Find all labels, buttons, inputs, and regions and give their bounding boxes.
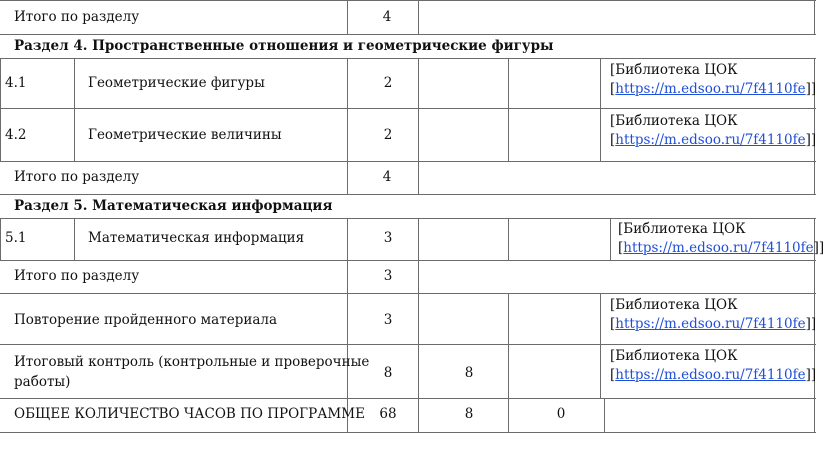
library-label: [Библиотека ЦОК bbox=[610, 297, 738, 313]
hours-cell: 3 bbox=[383, 312, 393, 328]
library-link[interactable]: https://m.edsoo.ru/7f4110fe bbox=[615, 367, 806, 383]
bracket-close: ]] bbox=[805, 132, 817, 148]
library-link[interactable]: https://m.edsoo.ru/7f4110fe bbox=[623, 240, 814, 256]
bracket-open: [ bbox=[610, 316, 616, 332]
row-name: Математическая информация bbox=[88, 230, 305, 246]
hours-cell: 8 bbox=[383, 365, 393, 381]
row-label: Итого по разделу bbox=[14, 268, 140, 284]
row-label: Повторение пройденного материала bbox=[14, 312, 278, 328]
hours-cell: 2 bbox=[383, 127, 393, 143]
library-label: [Библиотека ЦОК bbox=[618, 221, 746, 237]
row-label-line2: работы) bbox=[14, 374, 71, 390]
bracket-open: [ bbox=[610, 81, 616, 97]
hours-cell: 3 bbox=[383, 230, 393, 246]
bracket-open: [ bbox=[610, 132, 616, 148]
bracket-close: ]] bbox=[805, 367, 817, 383]
row-number: 5.1 bbox=[5, 230, 27, 246]
hours-cell: 4 bbox=[382, 169, 392, 185]
row-label: Итого по разделу bbox=[14, 169, 140, 185]
library-label: [Библиотека ЦОК bbox=[610, 348, 738, 364]
library-link[interactable]: https://m.edsoo.ru/7f4110fe bbox=[615, 132, 806, 148]
library-link[interactable]: https://m.edsoo.ru/7f4110fe bbox=[615, 316, 806, 332]
library-label: [Библиотека ЦОК bbox=[610, 113, 738, 129]
row-number: 4.2 bbox=[5, 127, 27, 143]
practice-cell: 0 bbox=[556, 406, 566, 422]
library-link-line bbox=[610, 80, 816, 99]
row-label: ОБЩЕЕ КОЛИЧЕСТВО ЧАСОВ ПО ПРОГРАММЕ bbox=[14, 406, 365, 422]
bracket-open: [ bbox=[618, 240, 624, 256]
bracket-close: ]] bbox=[805, 81, 817, 97]
library-link[interactable]: https://m.edsoo.ru/7f4110fe bbox=[615, 81, 806, 97]
hours-cell: 68 bbox=[379, 406, 397, 422]
library-link-line bbox=[610, 366, 816, 385]
row-name: Геометрические величины bbox=[88, 127, 282, 143]
section-title: Раздел 4. Пространственные отношения и геометрические фигуры bbox=[14, 38, 554, 54]
control-cell: 8 bbox=[464, 406, 474, 422]
row-label-line1: Итоговый контроль (контрольные и проверочные bbox=[14, 354, 370, 370]
section-title: Раздел 5. Математическая информация bbox=[14, 198, 333, 214]
library-link-line bbox=[610, 315, 816, 334]
hours-cell: 2 bbox=[383, 75, 393, 91]
library-label: [Библиотека ЦОК bbox=[610, 62, 738, 78]
row-name: Геометрические фигуры bbox=[88, 75, 265, 91]
library-link-line bbox=[610, 131, 816, 150]
hours-cell: 3 bbox=[383, 268, 393, 284]
bracket-close: ]] bbox=[813, 240, 824, 256]
control-cell: 8 bbox=[464, 365, 474, 381]
row-number: 4.1 bbox=[5, 75, 27, 91]
bracket-open: [ bbox=[610, 367, 616, 383]
hours-cell: 4 bbox=[382, 9, 392, 25]
row-label: Итого по разделу bbox=[14, 9, 140, 25]
library-link-line bbox=[618, 239, 824, 258]
bracket-close: ]] bbox=[805, 316, 817, 332]
